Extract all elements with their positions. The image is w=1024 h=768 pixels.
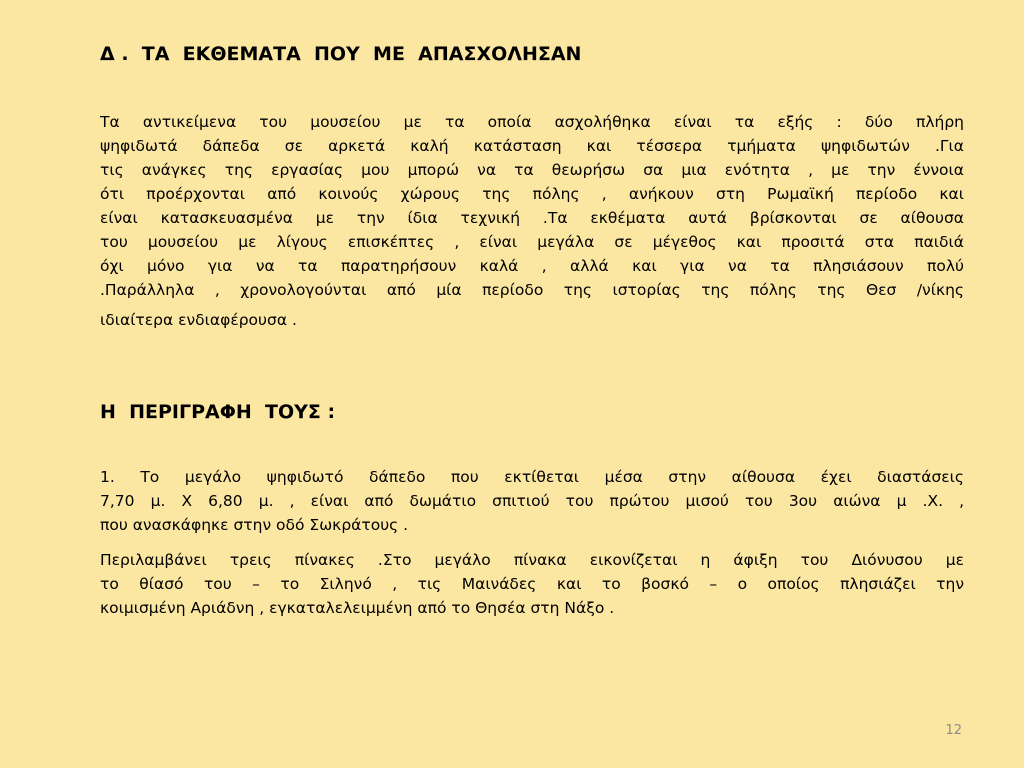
text-line: .Παράλληλα , χρονολογούνται από μία περίοδο της ιστορίας της πόλης της Θεσ /νίκης [100,281,964,299]
text-line: είναι κατασκευασμένα με την ίδια τεχνική .Τα εκθέματα αυτά βρίσκονται σε αίθουσα [100,209,964,227]
text-line: τις ανάγκες της εργασίας μου μπορώ να τα θεωρήσω σα μια ενότητα , με την έννοια [100,161,964,179]
page-number: 12 [945,723,962,738]
section-heading-description: Η ΠΕΡΙΓΡΑΦΗ ΤΟΥΣ : [100,401,336,423]
text-line: που ανασκάφηκε στην οδό Σωκράτους . [100,516,409,534]
text-line: ότι προέρχονται από κοινούς χώρους της πόλης , ανήκουν στη Ρωμαϊκή περίοδο και [100,185,964,203]
text-line: 1. Το μεγάλο ψηφιδωτό δάπεδο που εκτίθεται μέσα στην αίθουσα έχει διαστάσεις [100,468,964,486]
text-line: ιδιαίτερα ενδιαφέρουσα . [100,311,297,329]
paragraph-mosaic-panels [100,548,964,620]
text-line: όχι μόνο για να τα παρατηρήσουν καλά , αλλά και για να τα πλησιάσουν πολύ [100,257,964,275]
text-line: Τα αντικείμενα του μουσείου με τα οποία ασχολήθηκα είναι τα εξής : δύο πλήρη [100,113,964,131]
text-line: Περιλαμβάνει τρεις πίνακες .Στο μεγάλο πίνακα εικονίζεται η άφιξη του Διόνυσου με [100,551,964,569]
text-line: του μουσείου με λίγους επισκέπτες , είναι μεγάλα σε μέγεθος και προσιτά στα παιδιά [100,233,964,251]
section-heading-exhibits: Δ . ΤΑ ΕΚΘΕΜΑΤΑ ΠΟΥ ΜΕ ΑΠΑΣΧΟΛΗΣΑΝ [100,43,582,65]
text-line: το θίασό του – το Σιληνό , τις Μαινάδες και το βοσκό – ο οποίος πλησιάζει την [100,575,964,593]
paragraph-exhibits-intro [100,110,964,338]
paragraph-mosaic-dimensions [100,465,964,537]
text-line: κοιμισμένη Αριάδνη , εγκαταλελειμμένη από το Θησέα στη Νάξο . [100,599,615,617]
text-line: ψηφιδωτά δάπεδα σε αρκετά καλή κατάσταση και τέσσερα τμήματα ψηφιδωτών .Για [100,137,964,155]
text-line: 7,70 μ. Χ 6,80 μ. , είναι από δωμάτιο σπιτιού του πρώτου μισού του 3ου αιώνα μ .Χ. , [100,492,964,510]
